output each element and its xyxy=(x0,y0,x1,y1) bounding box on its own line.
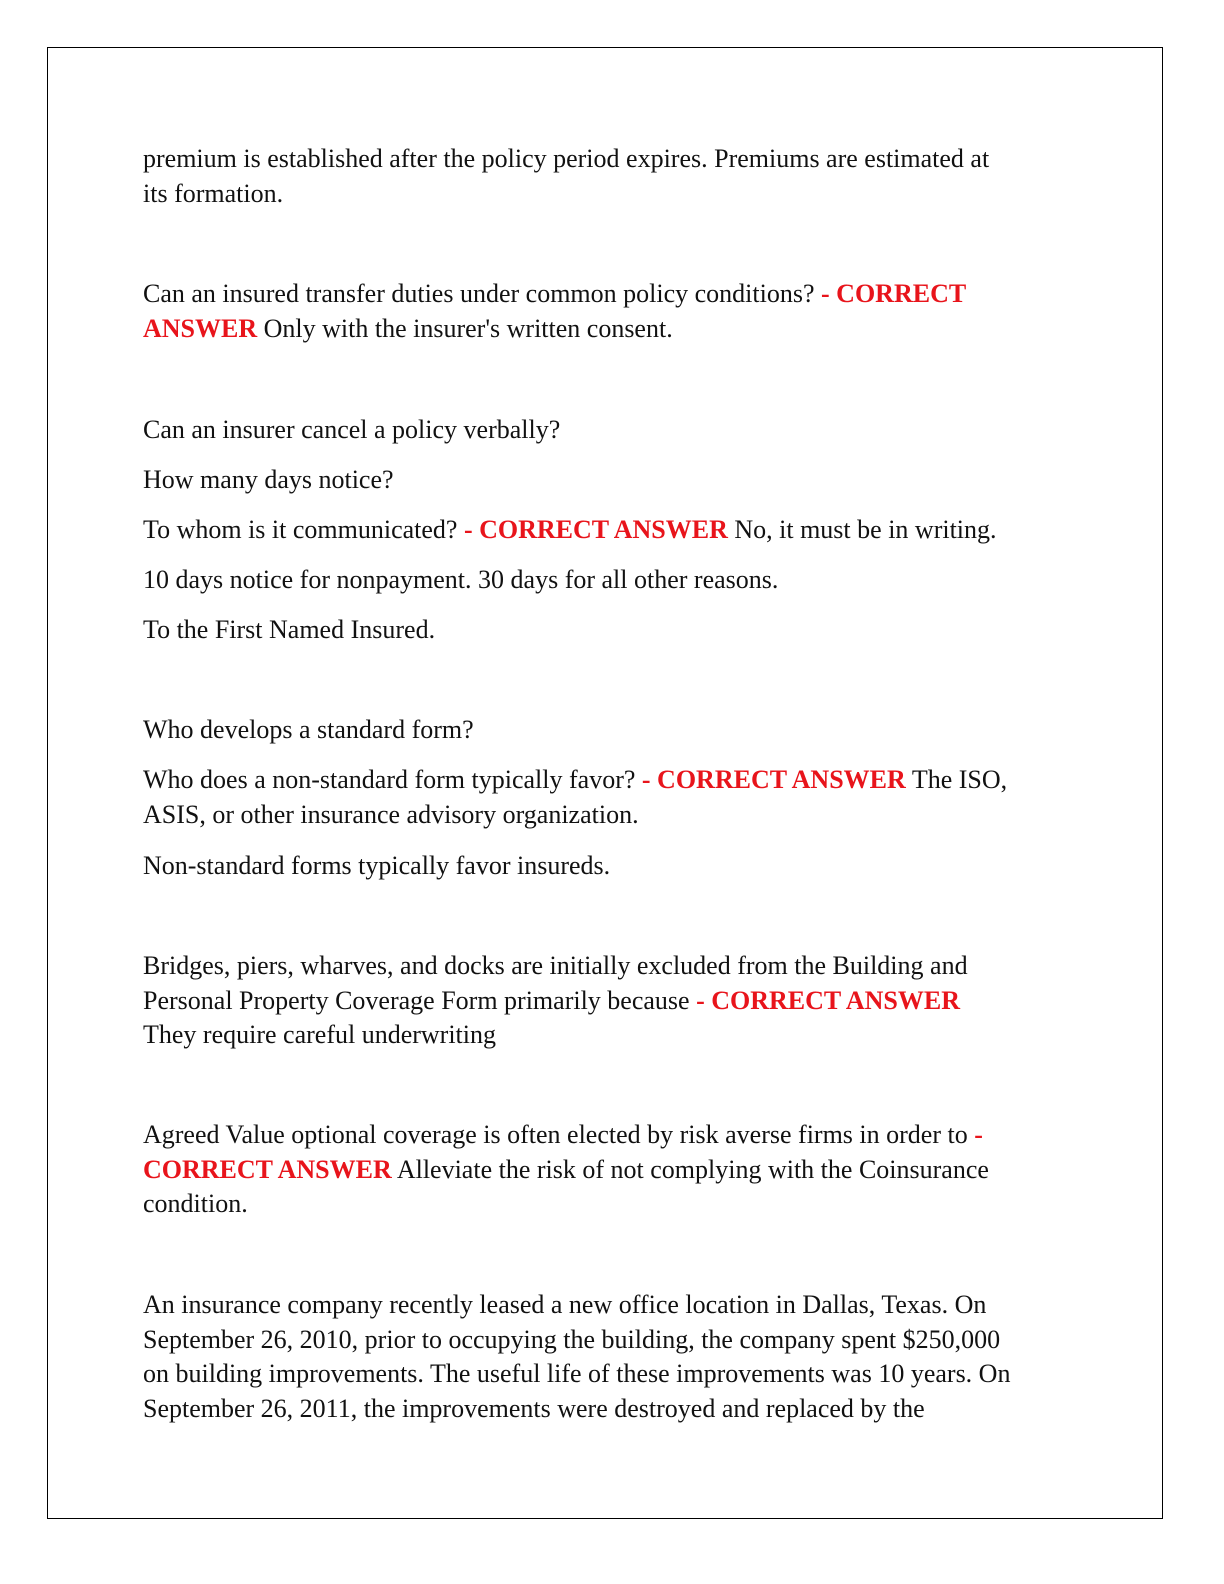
text-line xyxy=(143,613,435,648)
text-line xyxy=(143,1118,989,1153)
text-segment: The ISO, xyxy=(905,765,1008,794)
text-line xyxy=(143,949,968,984)
text-segment: Agreed Value optional coverage is often elected by risk averse firms in order to xyxy=(143,1120,975,1149)
paragraph xyxy=(143,949,968,1053)
text-segment: condition. xyxy=(143,1189,248,1218)
text-line xyxy=(143,177,989,212)
paragraph xyxy=(143,513,997,548)
text-line xyxy=(143,1018,968,1053)
correct-answer-label: - CORRECT xyxy=(821,279,967,308)
correct-answer-label: - CORRECT ANSWER xyxy=(463,515,728,544)
text-segment: its formation. xyxy=(143,178,284,208)
paragraph xyxy=(143,463,394,498)
text-segment: ASIS, or other insurance advisory organization. xyxy=(143,799,639,829)
text-line xyxy=(143,1323,1010,1358)
text-segment: Who develops a standard form? xyxy=(143,715,474,744)
text-segment: premium is established after the policy period expires. Premiums are estimated at xyxy=(143,144,990,173)
text-line xyxy=(143,142,989,177)
paragraph xyxy=(143,1288,1010,1426)
paragraph xyxy=(143,563,778,598)
text-line xyxy=(143,713,474,748)
paragraph xyxy=(143,277,966,346)
text-segment: September 26, 2011, the improvements were destroyed and replaced by the xyxy=(143,1393,925,1423)
text-line xyxy=(143,1187,989,1222)
text-line xyxy=(143,763,1007,798)
correct-answer-label: - xyxy=(974,1120,983,1149)
text-line xyxy=(143,563,778,598)
correct-answer-label: ANSWER xyxy=(143,313,258,343)
text-line xyxy=(143,984,968,1019)
paragraph xyxy=(143,413,560,448)
paragraph xyxy=(143,142,989,211)
text-segment: No, it must be in writing. xyxy=(727,515,997,544)
text-segment: Can an insured transfer duties under common policy conditions? xyxy=(143,279,822,308)
paragraph xyxy=(143,713,474,748)
text-segment: Personal Property Coverage Form primarily because xyxy=(143,985,697,1015)
paragraph xyxy=(143,1118,989,1222)
text-segment: September 26, 2010, prior to occupying the building, the company spent $250,000 xyxy=(143,1324,1001,1354)
text-segment: To whom is it communicated? xyxy=(143,515,464,544)
text-line xyxy=(143,1153,989,1188)
paragraph xyxy=(143,613,435,648)
text-segment: Bridges, piers, wharves, and docks are initially excluded from the Building and xyxy=(143,951,968,980)
correct-answer-label: CORRECT ANSWER xyxy=(143,1154,392,1184)
text-segment: Non-standard forms typically favor insureds. xyxy=(143,851,611,880)
text-segment: 10 days notice for nonpayment. 30 days for all other reasons. xyxy=(143,565,779,594)
text-segment: To the First Named Insured. xyxy=(143,615,436,644)
text-segment: on building improvements. The useful life of these improvements was 10 years. On xyxy=(143,1359,1011,1388)
text-segment: Alleviate the risk of not complying with the Coinsurance xyxy=(391,1154,989,1184)
text-segment: Who does a non-standard form typically favor? xyxy=(143,765,642,794)
text-segment: How many days notice? xyxy=(143,465,394,494)
text-line xyxy=(143,849,610,884)
text-line xyxy=(143,513,997,548)
text-segment: They require careful underwriting xyxy=(143,1020,497,1049)
text-line xyxy=(143,1357,1010,1392)
paragraph xyxy=(143,763,1007,832)
correct-answer-label: - CORRECT ANSWER xyxy=(696,985,960,1015)
text-line xyxy=(143,463,394,498)
text-line xyxy=(143,1288,1010,1323)
text-line xyxy=(143,312,966,347)
text-line xyxy=(143,798,1007,833)
text-segment: Can an insurer cancel a policy verbally? xyxy=(143,415,561,444)
paragraph xyxy=(143,849,610,884)
text-segment: An insurance company recently leased a new office location in Dallas, Texas. On xyxy=(143,1290,987,1319)
correct-answer-label: - CORRECT ANSWER xyxy=(641,765,906,794)
text-line xyxy=(143,413,560,448)
text-segment: Only with the insurer's written consent. xyxy=(257,313,673,343)
text-line xyxy=(143,277,966,312)
text-line xyxy=(143,1392,1010,1427)
